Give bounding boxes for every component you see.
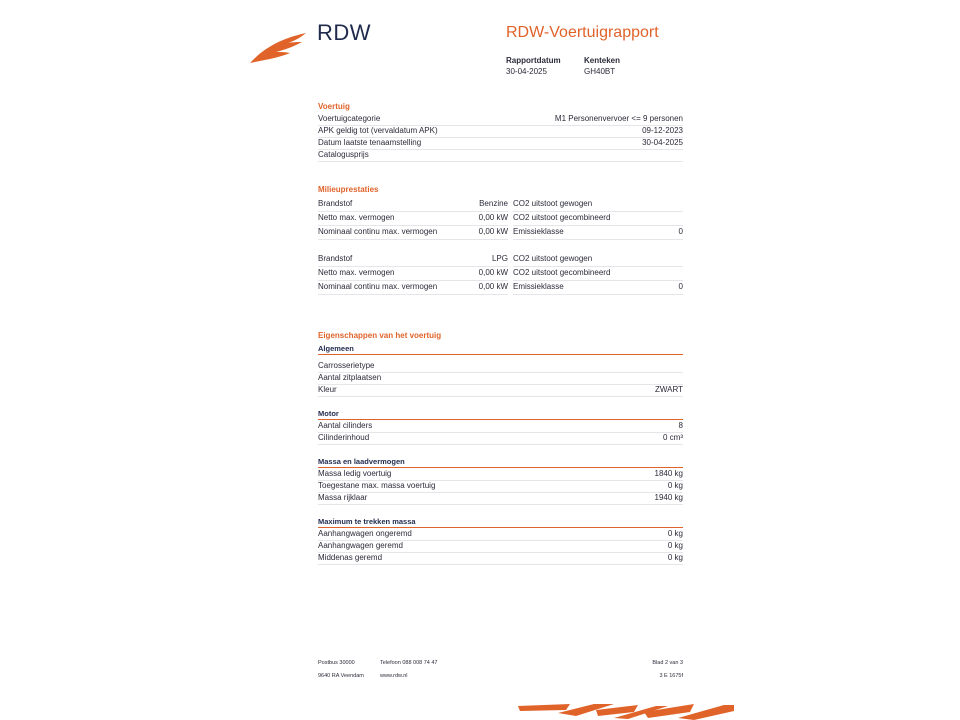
row-label: CO2 uitstoot gewogen (513, 254, 593, 263)
milieu-row (318, 281, 683, 295)
row-value: M1 Personenvervoer <= 9 personen (554, 114, 683, 123)
row-value: 09-12-2023 (642, 126, 683, 135)
subsection-title-motor: Motor (318, 409, 339, 418)
subsection-title-algemeen: Algemeen (318, 344, 354, 353)
milieu-row (318, 226, 683, 240)
section-title-milieu: Milieuprestaties (318, 185, 379, 194)
milieu-row (318, 267, 683, 281)
row-label: Toegestane max. massa voertuig (318, 481, 436, 490)
row-label: Aantal cilinders (318, 421, 373, 430)
row-value: ZWART (655, 385, 683, 394)
row-label: Aantal zitplaatsen (318, 373, 382, 382)
row-value: 1840 kg (654, 469, 683, 478)
row-value: Benzine (479, 199, 508, 208)
milieu-row (318, 198, 683, 212)
table-row (318, 552, 683, 565)
plate-label: Kenteken (584, 56, 621, 65)
row-value: 0 (678, 227, 683, 236)
row-value: 30-04-2025 (642, 138, 683, 147)
footer-postbus: Postbus 30000 (318, 660, 355, 666)
decorative-stripes-icon (518, 702, 734, 720)
row-label: Aanhangwagen geremd (318, 541, 403, 550)
footer-plaats: 9640 RA Veendam (318, 673, 364, 679)
row-label: APK geldig tot (vervaldatum APK) (318, 126, 438, 135)
table-row (318, 384, 683, 397)
row-label: Nominaal continu max. vermogen (318, 282, 438, 291)
table-row (318, 492, 683, 505)
row-label: Voertuigcategorie (318, 114, 381, 123)
row-value: 1940 kg (654, 493, 683, 502)
divider (318, 354, 683, 355)
row-label: Netto max. vermogen (318, 213, 395, 222)
row-value: 0,00 kW (478, 282, 508, 291)
row-label: Catalogusprijs (318, 150, 369, 159)
row-label: Massa ledig voertuig (318, 469, 392, 478)
row-value: 0,00 kW (478, 213, 508, 222)
row-value: 0 kg (667, 553, 683, 562)
row-label: Aanhangwagen ongeremd (318, 529, 412, 538)
row-label: Brandstof (318, 254, 353, 263)
milieu-row (318, 212, 683, 226)
row-label: Netto max. vermogen (318, 268, 395, 277)
footer-page-number: Blad 2 van 3 (652, 660, 683, 666)
row-label: Kleur (318, 385, 337, 394)
row-label: Nominaal continu max. vermogen (318, 227, 438, 236)
report-date-value: 30-04-2025 (506, 67, 547, 76)
row-label: Massa rijklaar (318, 493, 368, 502)
row-label: Emissieklasse (513, 227, 564, 236)
report-title: RDW-Voertuigrapport (506, 24, 659, 41)
subsection-title-trekken: Maximum te trekken massa (318, 517, 416, 526)
plate-value: GH40BT (584, 67, 616, 76)
row-value: 0 cm³ (663, 433, 683, 442)
report-date-label: Rapportdatum (506, 56, 561, 65)
row-label: Datum laatste tenaamstelling (318, 138, 422, 147)
row-value: 0 (678, 282, 683, 291)
row-label: Middenas geremd (318, 553, 383, 562)
row-value: 0,00 kW (478, 227, 508, 236)
table-row (318, 149, 683, 162)
milieu-row (318, 253, 683, 267)
row-value: LPG (491, 254, 508, 263)
row-value: 0 kg (667, 541, 683, 550)
row-label: Emissieklasse (513, 282, 564, 291)
logo-text: RDW (317, 20, 372, 45)
row-label: Cilinderinhoud (318, 433, 370, 442)
section-title-voertuig: Voertuig (318, 102, 350, 111)
row-label: CO2 uitstoot gewogen (513, 199, 593, 208)
row-value: 0,00 kW (478, 268, 508, 277)
subsection-title-massa: Massa en laadvermogen (318, 457, 405, 466)
row-value: 8 (678, 421, 683, 430)
row-label: CO2 uitstoot gecombineerd (513, 213, 611, 222)
footer-website[interactable]: www.rdw.nl (380, 673, 408, 679)
row-value: 0 kg (667, 481, 683, 490)
footer-telefoon: Telefoon 088 008 74 47 (380, 660, 438, 666)
row-value: 0 kg (667, 529, 683, 538)
section-title-eigenschappen: Eigenschappen van het voertuig (318, 331, 442, 340)
row-label: CO2 uitstoot gecombineerd (513, 268, 611, 277)
footer-code: 3 E 1675f (659, 673, 683, 679)
row-label: Brandstof (318, 199, 353, 208)
row-label: Carrosserietype (318, 361, 375, 370)
table-row (318, 432, 683, 445)
rdw-logo-icon (248, 30, 310, 66)
